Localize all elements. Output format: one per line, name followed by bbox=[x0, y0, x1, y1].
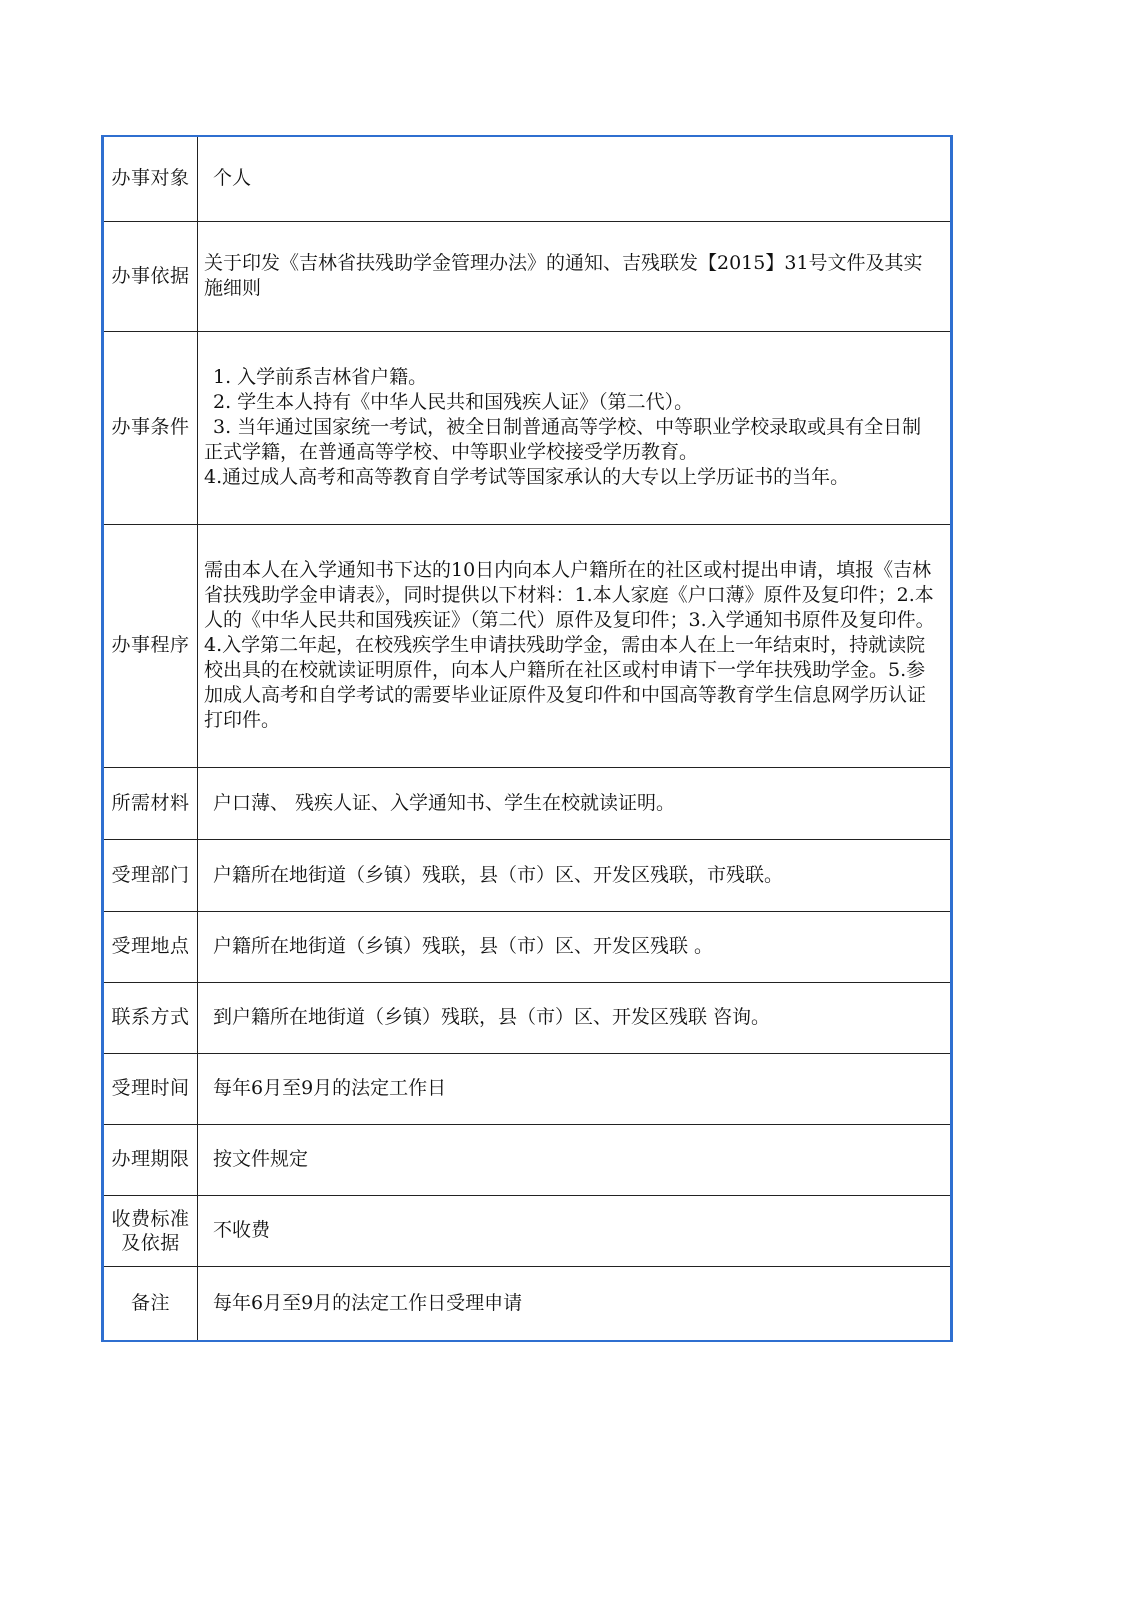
row-value-basis bbox=[198, 221, 952, 331]
row-label-remarks: 备注 bbox=[103, 1266, 198, 1341]
table-row bbox=[103, 911, 952, 982]
table-row bbox=[103, 136, 952, 221]
row-value-conditions bbox=[198, 331, 952, 524]
row-label-conditions: 办事条件 bbox=[103, 331, 198, 524]
row-label-deadline: 办理期限 bbox=[103, 1124, 198, 1195]
table-row bbox=[103, 767, 952, 839]
row-label-fee bbox=[103, 1195, 198, 1266]
row-label-contact: 联系方式 bbox=[103, 982, 198, 1053]
row-value-time: 每年6月至9月的法定工作日 bbox=[198, 1053, 952, 1124]
condition-item: 3. 当年通过国家统一考试，被全日制普通高等学校、中等职业学校录取或具有全日制正式学籍，在普通高等学校、中等职业学校接受学历教育。 bbox=[204, 416, 922, 463]
condition-item: 4.通过成人高考和高等教育自学考试等国家承认的大专以上学历证书的当年。 bbox=[204, 466, 850, 488]
row-label-department: 受理部门 bbox=[103, 839, 198, 911]
row-label-materials: 所需材料 bbox=[103, 767, 198, 839]
table-row bbox=[103, 1124, 952, 1195]
service-info-table bbox=[101, 135, 953, 1342]
row-value-department: 户籍所在地街道（乡镇）残联，县（市）区、开发区残联，市残联。 bbox=[198, 839, 952, 911]
row-label-procedure: 办事程序 bbox=[103, 524, 198, 767]
table-row bbox=[103, 1266, 952, 1341]
row-value-deadline: 按文件规定 bbox=[198, 1124, 952, 1195]
row-value-location: 户籍所在地街道（乡镇）残联，县（市）区、开发区残联 。 bbox=[198, 911, 952, 982]
row-value-materials: 户口薄、 残疾人证、入学通知书、学生在校就读证明。 bbox=[198, 767, 952, 839]
basis-text: 关于印发《吉林省扶残助学金管理办法》的通知、吉残联发【2015】31号文件及其实施细则 bbox=[204, 252, 923, 299]
row-label-location: 受理地点 bbox=[103, 911, 198, 982]
table-row bbox=[103, 524, 952, 767]
row-value-procedure bbox=[198, 524, 952, 767]
row-value-contact: 到户籍所在地街道（乡镇）残联，县（市）区、开发区残联 咨询。 bbox=[198, 982, 952, 1053]
table-row bbox=[103, 1053, 952, 1124]
table-row bbox=[103, 331, 952, 524]
table-row bbox=[103, 839, 952, 911]
row-value-remarks: 每年6月至9月的法定工作日受理申请 bbox=[198, 1266, 952, 1341]
table-row bbox=[103, 982, 952, 1053]
row-label-time: 受理时间 bbox=[103, 1053, 198, 1124]
fee-label-line-1: 收费标准 bbox=[111, 1207, 190, 1230]
condition-item: 2. 学生本人持有《中华人民共和国残疾人证》（第二代）。 bbox=[213, 391, 694, 413]
procedure-text: 需由本人在入学通知书下达的10日内向本人户籍所在的社区或村提出申请，填报《吉林省扶残助学金申请表》，同时提供以下材料：1.本人家庭《户口薄》原件及复印件；2.本人的《中华人民共和国残疾证》（第二代）原件及复印件；3.入学通知书原件及复印件。4.入学第二年起，在校残疾学生申请扶残助学金，需由本人在上一年结束时，持就读院校出具的在校就读证明原件，向本人户籍所在社区或村申请下一学年扶残助学金。5.参加成人高考和自学考试的需要毕业证原件及复印件和中国高等教育学生信息网学历认证打印件。 bbox=[204, 559, 935, 731]
row-value-fee: 不收费 bbox=[198, 1195, 952, 1266]
table-row bbox=[103, 221, 952, 331]
condition-item: 1. 入学前系吉林省户籍。 bbox=[213, 366, 428, 388]
fee-label-line-2: 及依据 bbox=[121, 1231, 180, 1254]
row-label-basis: 办事依据 bbox=[103, 221, 198, 331]
row-value-target: 个人 bbox=[198, 136, 952, 221]
table-row bbox=[103, 1195, 952, 1266]
row-label-target: 办事对象 bbox=[103, 136, 198, 221]
